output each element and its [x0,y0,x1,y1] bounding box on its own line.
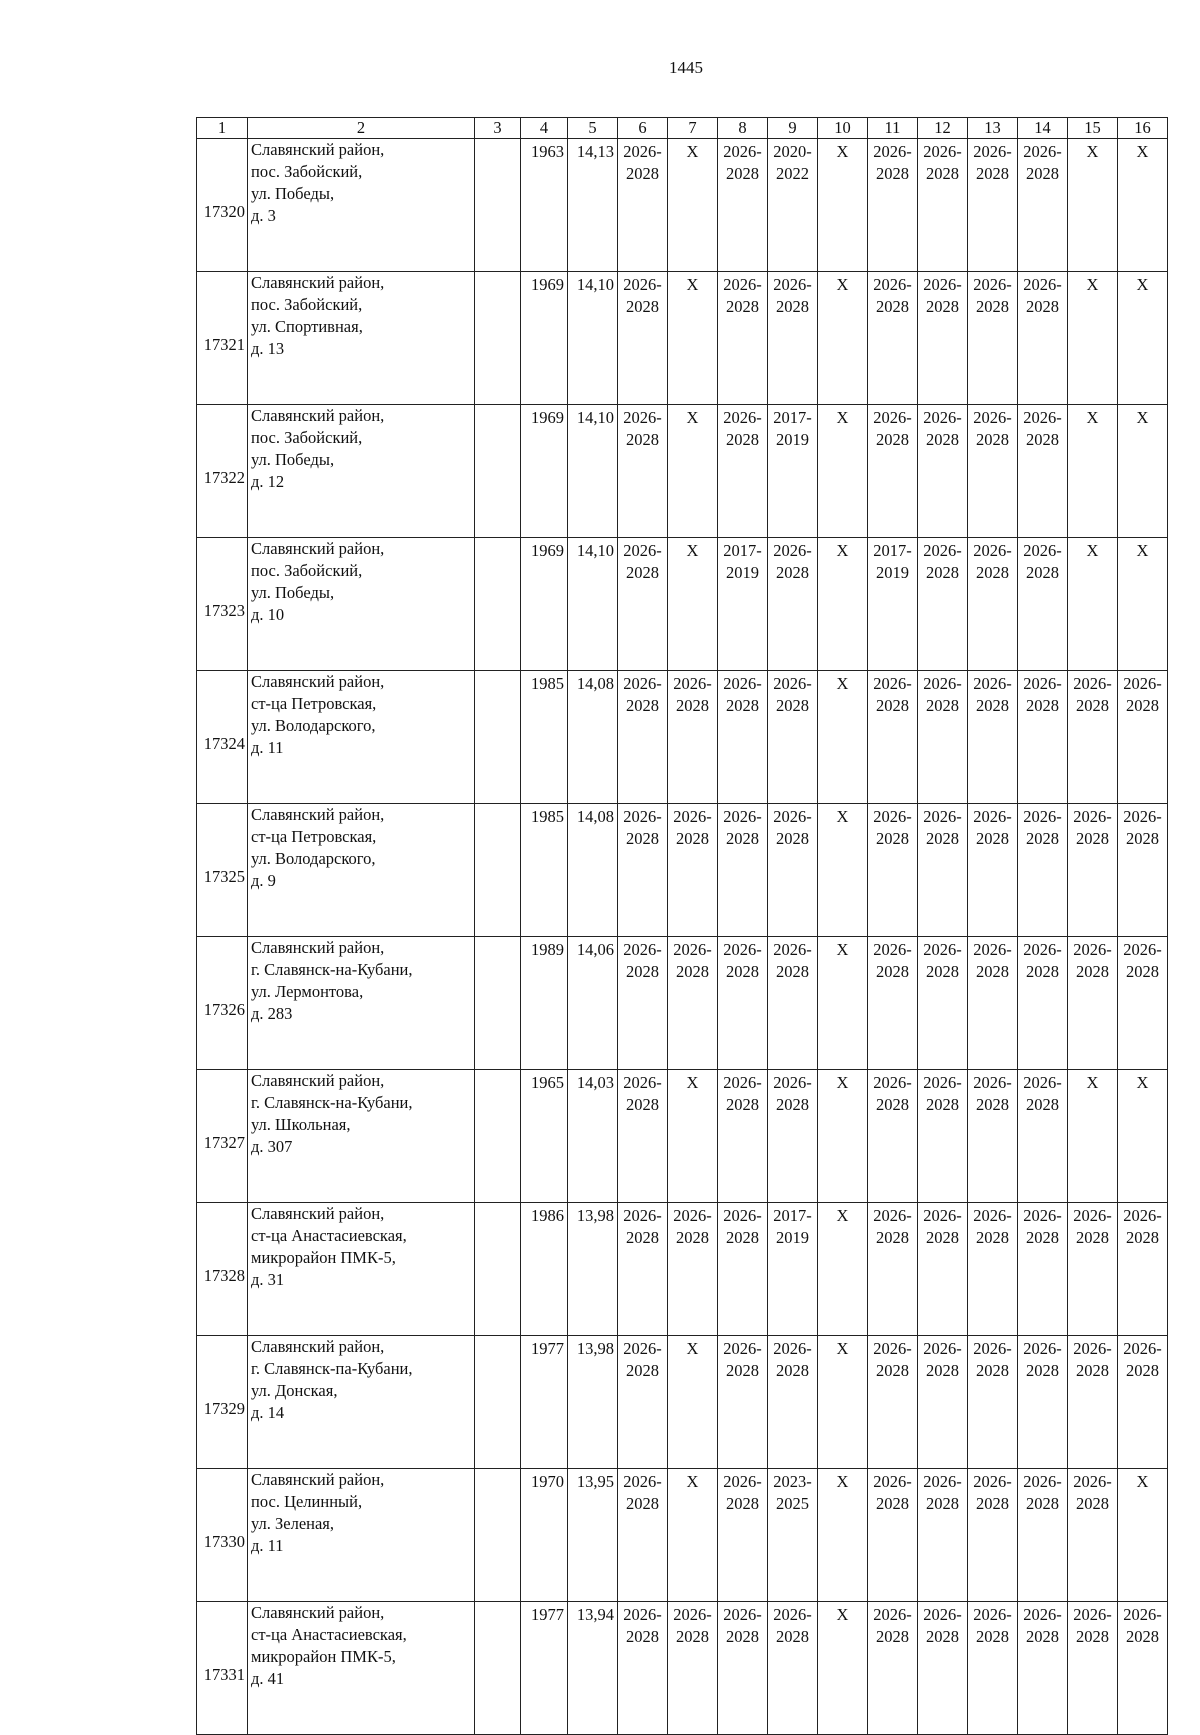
period-cell-8: 2026- 2028 [718,405,768,538]
address-line: Славянский район, [251,406,385,425]
period-cell-10: Х [818,272,868,405]
address-line: д. 14 [251,1403,285,1422]
address-line: д. 10 [251,605,285,624]
period-cell-8: 2017- 2019 [718,538,768,671]
column-3-cell [475,1336,521,1469]
year-cell: 1969 [521,272,568,405]
year-cell: 1985 [521,671,568,804]
address-cell [248,1602,475,1735]
column-header-15: 15 [1068,118,1118,139]
period-cell-7: 2026- 2028 [668,1203,718,1336]
period-cell-12: 2026- 2028 [918,1203,968,1336]
period-cell-15: Х [1068,272,1118,405]
column-3-cell [475,405,521,538]
period-cell-12: 2026- 2028 [918,1070,968,1203]
table-row [197,1469,1168,1602]
period-cell-14: 2026- 2028 [1018,1203,1068,1336]
table-row [197,272,1168,405]
period-cell-10: Х [818,1203,868,1336]
address-line: Славянский район, [251,1603,385,1622]
period-cell-14: 2026- 2028 [1018,1070,1068,1203]
column-3-cell [475,804,521,937]
period-cell-8: 2026- 2028 [718,937,768,1070]
page-number: 1445 [669,58,703,77]
period-cell-14: 2026- 2028 [1018,139,1068,272]
year-cell: 1969 [521,538,568,671]
period-cell-6: 2026- 2028 [618,1336,668,1469]
address-line: Славянский район, [251,273,385,292]
address-line: микрорайон ПМК-5, [251,1647,396,1666]
address-line: Славянский район, [251,938,385,957]
period-cell-10: Х [818,405,868,538]
period-cell-11: 2017- 2019 [868,538,918,671]
period-cell-10: Х [818,1336,868,1469]
period-cell-14: 2026- 2028 [1018,1469,1068,1602]
record-number: 17327 [197,1070,248,1203]
period-cell-6: 2026- 2028 [618,538,668,671]
address-line: ул. Победы, [251,450,335,469]
period-cell-6: 2026- 2028 [618,139,668,272]
period-cell-11: 2026- 2028 [868,139,918,272]
address-line: д. 13 [251,339,285,358]
column-header-14: 14 [1018,118,1068,139]
address-line: д. 11 [251,738,284,757]
period-cell-7: Х [668,139,718,272]
period-cell-13: 2026- 2028 [968,538,1018,671]
address-line: ст-ца Петровская, [251,827,377,846]
period-cell-14: 2026- 2028 [1018,937,1068,1070]
period-cell-6: 2026- 2028 [618,1070,668,1203]
period-cell-13: 2026- 2028 [968,1203,1018,1336]
column-3-cell [475,1469,521,1602]
period-cell-12: 2026- 2028 [918,538,968,671]
table-row [197,1336,1168,1469]
address-line: д. 12 [251,472,285,491]
address-line: пос. Забойский, [251,295,363,314]
period-cell-12: 2026- 2028 [918,139,968,272]
address-line: ст-ца Анастасиевская, [251,1226,407,1245]
column-3-cell [475,671,521,804]
period-cell-16: 2026- 2028 [1118,1602,1168,1735]
period-cell-11: 2026- 2028 [868,405,918,538]
period-cell-9: 2026- 2028 [768,1336,818,1469]
period-cell-13: 2026- 2028 [968,272,1018,405]
period-cell-9: 2026- 2028 [768,937,818,1070]
address-cell [248,272,475,405]
table-row [197,139,1168,272]
period-cell-10: Х [818,1469,868,1602]
address-cell [248,1203,475,1336]
record-number: 17322 [197,405,248,538]
period-cell-10: Х [818,1602,868,1735]
value-cell: 13,98 [568,1336,618,1469]
period-cell-12: 2026- 2028 [918,804,968,937]
period-cell-7: Х [668,1070,718,1203]
period-cell-15: Х [1068,139,1118,272]
period-cell-12: 2026- 2028 [918,1469,968,1602]
column-3-cell [475,937,521,1070]
period-cell-9: 2017- 2019 [768,405,818,538]
table-row [197,671,1168,804]
address-line: ул. Донская, [251,1381,338,1400]
column-3-cell [475,1203,521,1336]
period-cell-16: Х [1118,139,1168,272]
period-cell-11: 2026- 2028 [868,1469,918,1602]
register-table [196,117,1168,1735]
column-header-12: 12 [918,118,968,139]
period-cell-9: 2020- 2022 [768,139,818,272]
period-cell-9: 2023- 2025 [768,1469,818,1602]
address-line: Славянский район, [251,539,385,558]
table-row [197,405,1168,538]
value-cell: 14,10 [568,405,618,538]
period-cell-11: 2026- 2028 [868,671,918,804]
column-header-4: 4 [521,118,568,139]
period-cell-15: 2026- 2028 [1068,1469,1118,1602]
period-cell-7: 2026- 2028 [668,1602,718,1735]
table-row [197,937,1168,1070]
period-cell-8: 2026- 2028 [718,272,768,405]
address-cell [248,671,475,804]
year-cell: 1965 [521,1070,568,1203]
period-cell-9: 2026- 2028 [768,538,818,671]
period-cell-9: 2017- 2019 [768,1203,818,1336]
period-cell-15: 2026- 2028 [1068,671,1118,804]
period-cell-10: Х [818,1070,868,1203]
period-cell-10: Х [818,538,868,671]
period-cell-8: 2026- 2028 [718,1602,768,1735]
period-cell-12: 2026- 2028 [918,671,968,804]
period-cell-10: Х [818,804,868,937]
address-cell [248,405,475,538]
table-row [197,538,1168,671]
period-cell-11: 2026- 2028 [868,272,918,405]
period-cell-12: 2026- 2028 [918,405,968,538]
period-cell-11: 2026- 2028 [868,1336,918,1469]
address-line: ул. Володарского, [251,716,376,735]
period-cell-14: 2026- 2028 [1018,272,1068,405]
address-line: ул. Зеленая, [251,1514,335,1533]
address-line: ул. Победы, [251,184,335,203]
period-cell-16: 2026- 2028 [1118,671,1168,804]
address-cell [248,1336,475,1469]
period-cell-11: 2026- 2028 [868,1203,918,1336]
period-cell-10: Х [818,937,868,1070]
column-header-5: 5 [568,118,618,139]
period-cell-12: 2026- 2028 [918,1336,968,1469]
year-cell: 1986 [521,1203,568,1336]
address-line: ул. Лермонтова, [251,982,364,1001]
period-cell-11: 2026- 2028 [868,937,918,1070]
period-cell-9: 2026- 2028 [768,671,818,804]
column-header-11: 11 [868,118,918,139]
year-cell: 1969 [521,405,568,538]
period-cell-16: 2026- 2028 [1118,804,1168,937]
value-cell: 13,98 [568,1203,618,1336]
value-cell: 14,10 [568,272,618,405]
period-cell-8: 2026- 2028 [718,1469,768,1602]
period-cell-15: Х [1068,405,1118,538]
period-cell-6: 2026- 2028 [618,804,668,937]
address-line: Славянский район, [251,140,385,159]
table-row [197,804,1168,937]
period-cell-14: 2026- 2028 [1018,405,1068,538]
period-cell-14: 2026- 2028 [1018,804,1068,937]
period-cell-13: 2026- 2028 [968,1336,1018,1469]
address-line: г. Славянск-на-Кубани, [251,1093,413,1112]
period-cell-13: 2026- 2028 [968,1602,1018,1735]
period-cell-7: 2026- 2028 [668,671,718,804]
period-cell-13: 2026- 2028 [968,139,1018,272]
address-line: д. 41 [251,1669,285,1688]
year-cell: 1989 [521,937,568,1070]
record-number: 17323 [197,538,248,671]
period-cell-15: 2026- 2028 [1068,937,1118,1070]
period-cell-6: 2026- 2028 [618,1602,668,1735]
address-line: д. 307 [251,1137,293,1156]
period-cell-10: Х [818,139,868,272]
period-cell-13: 2026- 2028 [968,1070,1018,1203]
period-cell-6: 2026- 2028 [618,1203,668,1336]
record-number: 17329 [197,1336,248,1469]
table-row [197,1602,1168,1735]
address-line: пос. Забойский, [251,561,363,580]
address-line: Славянский район, [251,1470,385,1489]
period-cell-13: 2026- 2028 [968,405,1018,538]
address-cell [248,139,475,272]
period-cell-13: 2026- 2028 [968,671,1018,804]
column-header-1: 1 [197,118,248,139]
period-cell-6: 2026- 2028 [618,671,668,804]
period-cell-15: 2026- 2028 [1068,1602,1118,1735]
period-cell-13: 2026- 2028 [968,937,1018,1070]
column-header-16: 16 [1118,118,1168,139]
period-cell-15: Х [1068,1070,1118,1203]
address-cell [248,1469,475,1602]
column-number-row [197,118,1168,139]
column-header-7: 7 [668,118,718,139]
record-number: 17320 [197,139,248,272]
period-cell-14: 2026- 2028 [1018,671,1068,804]
address-line: пос. Забойский, [251,428,363,447]
period-cell-13: 2026- 2028 [968,1469,1018,1602]
value-cell: 14,06 [568,937,618,1070]
address-line: Славянский район, [251,1337,385,1356]
value-cell: 14,10 [568,538,618,671]
address-line: пос. Забойский, [251,162,363,181]
record-number: 17331 [197,1602,248,1735]
address-cell [248,538,475,671]
record-number: 17328 [197,1203,248,1336]
record-number: 17326 [197,937,248,1070]
address-line: Славянский район, [251,805,385,824]
period-cell-12: 2026- 2028 [918,1602,968,1735]
column-3-cell [475,1070,521,1203]
year-cell: 1963 [521,139,568,272]
year-cell: 1977 [521,1336,568,1469]
period-cell-16: Х [1118,538,1168,671]
address-line: ст-ца Петровская, [251,694,377,713]
period-cell-8: 2026- 2028 [718,804,768,937]
record-number: 17330 [197,1469,248,1602]
address-line: ул. Володарского, [251,849,376,868]
period-cell-7: Х [668,1469,718,1602]
period-cell-16: 2026- 2028 [1118,1203,1168,1336]
address-line: ст-ца Анастасиевская, [251,1625,407,1644]
period-cell-16: 2026- 2028 [1118,937,1168,1070]
period-cell-8: 2026- 2028 [718,1070,768,1203]
year-cell: 1977 [521,1602,568,1735]
address-line: пос. Целинный, [251,1492,363,1511]
period-cell-6: 2026- 2028 [618,937,668,1070]
address-line: микрорайон ПМК-5, [251,1248,396,1267]
period-cell-8: 2026- 2028 [718,671,768,804]
address-line: ул. Спортивная, [251,317,363,336]
address-line: г. Славянск-па-Кубани, [251,1359,413,1378]
period-cell-12: 2026- 2028 [918,937,968,1070]
address-line: Славянский район, [251,672,385,691]
period-cell-6: 2026- 2028 [618,405,668,538]
period-cell-9: 2026- 2028 [768,1070,818,1203]
address-line: ул. Школьная, [251,1115,351,1134]
value-cell: 14,08 [568,804,618,937]
period-cell-16: Х [1118,1070,1168,1203]
column-header-3: 3 [475,118,521,139]
value-cell: 14,13 [568,139,618,272]
column-header-9: 9 [768,118,818,139]
period-cell-11: 2026- 2028 [868,1070,918,1203]
period-cell-8: 2026- 2028 [718,139,768,272]
period-cell-7: 2026- 2028 [668,804,718,937]
period-cell-7: Х [668,538,718,671]
address-cell [248,1070,475,1203]
period-cell-9: 2026- 2028 [768,272,818,405]
year-cell: 1985 [521,804,568,937]
table-row [197,1070,1168,1203]
period-cell-12: 2026- 2028 [918,272,968,405]
period-cell-10: Х [818,671,868,804]
period-cell-16: Х [1118,405,1168,538]
period-cell-7: Х [668,405,718,538]
address-line: Славянский район, [251,1071,385,1090]
address-line: ул. Победы, [251,583,335,602]
column-header-8: 8 [718,118,768,139]
period-cell-14: 2026- 2028 [1018,1602,1068,1735]
value-cell: 13,95 [568,1469,618,1602]
table-body [197,139,1168,1735]
period-cell-15: 2026- 2028 [1068,1203,1118,1336]
period-cell-11: 2026- 2028 [868,1602,918,1735]
address-cell [248,937,475,1070]
column-header-2: 2 [248,118,475,139]
period-cell-15: 2026- 2028 [1068,1336,1118,1469]
column-header-10: 10 [818,118,868,139]
column-3-cell [475,1602,521,1735]
address-line: д. 9 [251,871,276,890]
period-cell-9: 2026- 2028 [768,1602,818,1735]
address-cell [248,804,475,937]
table-row [197,1203,1168,1336]
period-cell-7: Х [668,272,718,405]
period-cell-14: 2026- 2028 [1018,538,1068,671]
period-cell-7: 2026- 2028 [668,937,718,1070]
period-cell-13: 2026- 2028 [968,804,1018,937]
period-cell-14: 2026- 2028 [1018,1336,1068,1469]
period-cell-8: 2026- 2028 [718,1203,768,1336]
address-line: д. 11 [251,1536,284,1555]
column-3-cell [475,272,521,405]
period-cell-11: 2026- 2028 [868,804,918,937]
record-number: 17324 [197,671,248,804]
period-cell-7: Х [668,1336,718,1469]
period-cell-6: 2026- 2028 [618,272,668,405]
address-line: д. 283 [251,1004,293,1023]
period-cell-9: 2026- 2028 [768,804,818,937]
address-line: д. 3 [251,206,276,225]
value-cell: 14,03 [568,1070,618,1203]
period-cell-16: Х [1118,272,1168,405]
period-cell-16: Х [1118,1469,1168,1602]
period-cell-15: Х [1068,538,1118,671]
address-line: Славянский район, [251,1204,385,1223]
address-line: д. 31 [251,1270,285,1289]
column-3-cell [475,538,521,671]
record-number: 17325 [197,804,248,937]
period-cell-8: 2026- 2028 [718,1336,768,1469]
value-cell: 14,08 [568,671,618,804]
record-number: 17321 [197,272,248,405]
column-3-cell [475,139,521,272]
value-cell: 13,94 [568,1602,618,1735]
address-line: г. Славянск-на-Кубани, [251,960,413,979]
column-header-6: 6 [618,118,668,139]
period-cell-16: 2026- 2028 [1118,1336,1168,1469]
column-header-13: 13 [968,118,1018,139]
period-cell-6: 2026- 2028 [618,1469,668,1602]
year-cell: 1970 [521,1469,568,1602]
period-cell-15: 2026- 2028 [1068,804,1118,937]
